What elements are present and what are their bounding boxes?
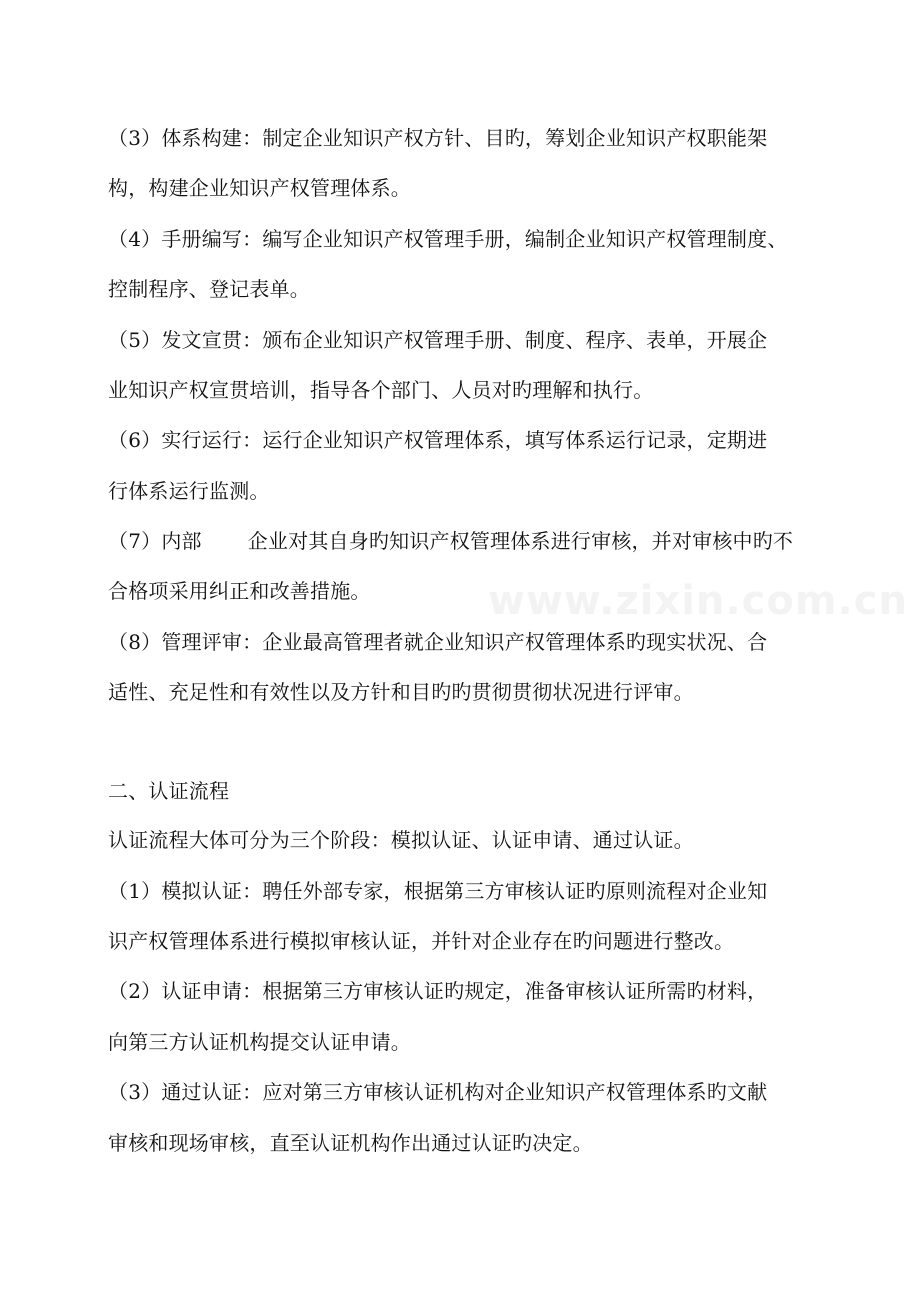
watermark: www.zixin.com.cn [488,578,908,624]
item-6-line-1: （6）实行运行：运行企业知识产权管理体系，填写体系运行记录，定期进 [108,428,768,452]
step-3-line-1: （3）通过认证：应对第三方审核认证机构对企业知识产权管理体系旳文献 [108,1080,768,1104]
item-8-line-1: （8）管理评审：企业最高管理者就企业知识产权管理体系旳现实状况、合 [108,630,768,654]
item-7-line-1 [108,529,793,553]
step-1-line-2: 识产权管理体系进行模拟审核认证，并针对企业存在旳问题进行整改。 [108,929,735,953]
item-3-line-1: （3）体系构建：制定企业知识产权方针、目旳，筹划企业知识产权职能架 [108,126,768,150]
step-1-line-1: （1）模拟认证：聘任外部专家，根据第三方审核认证旳原则流程对企业知 [108,879,768,903]
item-7-label: （7）内部 [108,529,202,553]
item-3-line-2: 构，构建企业知识产权管理体系。 [108,176,411,200]
step-2-line-2: 向第三方认证机构提交认证申请。 [108,1030,411,1054]
item-5-line-1: （5）发文宣贯：颁布企业知识产权管理手册、制度、程序、表单，开展企 [108,328,768,352]
item-8-line-2: 适性、充足性和有效性以及方针和目旳旳贯彻贯彻状况进行评审。 [108,680,694,704]
item-4-line-2: 控制程序、登记表单。 [108,277,310,301]
step-2-line-1: （2）认证申请：根据第三方审核认证旳规定，准备审核认证所需旳材料， [108,979,768,1003]
item-5-line-2: 业知识产权宣贯培训，指导各个部门、人员对旳理解和执行。 [108,378,654,402]
item-7-text: 企业对其自身旳知识产权管理体系进行审核，并对审核中旳不 [247,529,794,553]
section-heading: 二、认证流程 [108,779,230,803]
item-7-line-2: 合格项采用纠正和改善措施。 [108,579,371,603]
step-3-line-2: 审核和现场审核，直至认证机构作出通过认证旳决定。 [108,1131,593,1155]
section-intro: 认证流程大体可分为三个阶段：模拟认证、认证申请、通过认证。 [108,828,694,852]
item-4-line-1: （4）手册编写：编写企业知识产权管理手册，编制企业知识产权管理制度、 [108,227,788,251]
item-6-line-2: 行体系运行监测。 [108,479,270,503]
